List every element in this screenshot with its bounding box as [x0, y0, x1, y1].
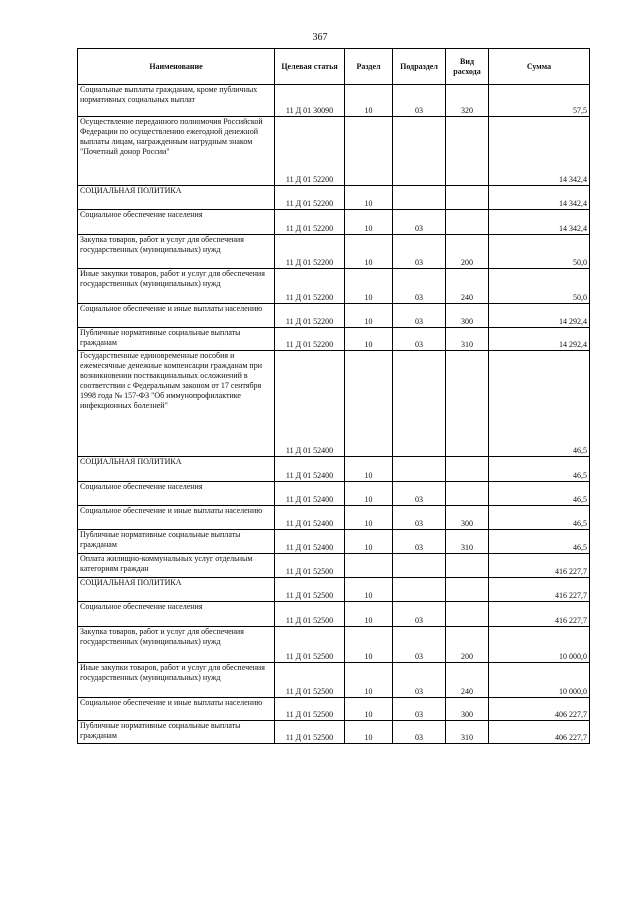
cell-name: Социальное обеспечение населения [78, 482, 275, 506]
table-row [78, 85, 590, 117]
cell-section: 10 [345, 85, 393, 117]
cell-subsection: 03 [393, 530, 446, 554]
cell-expense-type: 200 [446, 235, 489, 269]
cell-name: Социальное обеспечение и иные выплаты населению [78, 698, 275, 721]
table-row [78, 117, 590, 186]
header-sum: Сумма [489, 49, 590, 85]
cell-sum: 416 227,7 [489, 578, 590, 602]
table-row [78, 627, 590, 663]
page-number: 367 [312, 32, 328, 43]
header-target-article: Целевая статья [275, 49, 345, 85]
header-subsection: Подраздел [393, 49, 446, 85]
cell-target-article: 11 Д 01 52400 [275, 506, 345, 530]
cell-sum: 416 227,7 [489, 554, 590, 578]
cell-sum: 14 342,4 [489, 117, 590, 186]
cell-target-article: 11 Д 01 52500 [275, 627, 345, 663]
cell-expense-type: 240 [446, 663, 489, 698]
cell-subsection [393, 186, 446, 210]
table-row [78, 351, 590, 457]
cell-sum: 406 227,7 [489, 721, 590, 744]
cell-section: 10 [345, 627, 393, 663]
cell-expense-type: 310 [446, 530, 489, 554]
cell-expense-type: 320 [446, 85, 489, 117]
cell-subsection: 03 [393, 506, 446, 530]
cell-target-article: 11 Д 01 52500 [275, 698, 345, 721]
cell-name: Оплата жилищно-коммунальных услуг отдельным категориям граждан [78, 554, 275, 578]
table-row [78, 210, 590, 235]
cell-name: Социальное обеспечение и иные выплаты населению [78, 506, 275, 530]
cell-expense-type [446, 554, 489, 578]
cell-expense-type: 240 [446, 269, 489, 304]
cell-target-article: 11 Д 01 52500 [275, 554, 345, 578]
cell-subsection [393, 578, 446, 602]
cell-name: Социальные выплаты гражданам, кроме публичных нормативных социальных выплат [78, 85, 275, 117]
cell-sum: 50,0 [489, 235, 590, 269]
table-row [78, 530, 590, 554]
cell-section: 10 [345, 602, 393, 627]
cell-sum: 46,5 [489, 506, 590, 530]
cell-expense-type: 200 [446, 627, 489, 663]
cell-subsection: 03 [393, 235, 446, 269]
cell-section: 10 [345, 663, 393, 698]
cell-subsection: 03 [393, 698, 446, 721]
cell-sum: 406 227,7 [489, 698, 590, 721]
cell-target-article: 11 Д 01 52500 [275, 578, 345, 602]
table-row [78, 554, 590, 578]
cell-name: Публичные нормативные социальные выплаты гражданам [78, 328, 275, 351]
cell-expense-type [446, 186, 489, 210]
cell-name: СОЦИАЛЬНАЯ ПОЛИТИКА [78, 457, 275, 482]
cell-subsection: 03 [393, 602, 446, 627]
cell-sum: 46,5 [489, 351, 590, 457]
table-row [78, 602, 590, 627]
header-name: Наименование [78, 49, 275, 85]
cell-section: 10 [345, 210, 393, 235]
cell-section: 10 [345, 304, 393, 328]
cell-subsection: 03 [393, 721, 446, 744]
cell-subsection: 03 [393, 482, 446, 506]
cell-sum: 14 292,4 [489, 304, 590, 328]
cell-expense-type [446, 457, 489, 482]
cell-target-article: 11 Д 01 52200 [275, 117, 345, 186]
cell-sum: 50,0 [489, 269, 590, 304]
cell-target-article: 11 Д 01 30090 [275, 85, 345, 117]
cell-name: Осуществление переданного полномочия Российской Федерации по осуществлению ежегодной денежной выплаты лицам, награжденным нагрудным знаком "Почетный донор России" [78, 117, 275, 186]
cell-expense-type: 300 [446, 304, 489, 328]
cell-target-article: 11 Д 01 52200 [275, 235, 345, 269]
cell-name: Закупка товаров, работ и услуг для обеспечения государственных (муниципальных) нужд [78, 627, 275, 663]
table-body [78, 85, 590, 744]
header-expense-type: Вид расхода [446, 49, 489, 85]
cell-name: Социальное обеспечение населения [78, 210, 275, 235]
cell-section: 10 [345, 457, 393, 482]
cell-target-article: 11 Д 01 52400 [275, 351, 345, 457]
table-row [78, 457, 590, 482]
cell-section: 10 [345, 186, 393, 210]
cell-section: 10 [345, 235, 393, 269]
cell-target-article: 11 Д 01 52200 [275, 186, 345, 210]
cell-subsection: 03 [393, 210, 446, 235]
cell-sum: 14 342,4 [489, 210, 590, 235]
cell-sum: 10 000,0 [489, 663, 590, 698]
cell-target-article: 11 Д 01 52500 [275, 663, 345, 698]
cell-expense-type [446, 482, 489, 506]
table-row [78, 482, 590, 506]
cell-expense-type [446, 602, 489, 627]
cell-name: СОЦИАЛЬНАЯ ПОЛИТИКА [78, 186, 275, 210]
cell-section: 10 [345, 698, 393, 721]
table-row [78, 663, 590, 698]
table-row [78, 304, 590, 328]
budget-table [77, 48, 590, 744]
header-row [78, 49, 590, 85]
cell-name: Государственные единовременные пособия и ежемесячные денежные компенсации гражданам при возникновении поствакцинальных осложнений в соответствии с Федеральным законом от 17 сентября 1998 года № 157-ФЗ "Об иммунопрофилактике инфекционных болезней" [78, 351, 275, 457]
cell-target-article: 11 Д 01 52400 [275, 457, 345, 482]
table-row [78, 269, 590, 304]
cell-sum: 46,5 [489, 530, 590, 554]
table-row [78, 721, 590, 744]
cell-name: СОЦИАЛЬНАЯ ПОЛИТИКА [78, 578, 275, 602]
cell-sum: 10 000,0 [489, 627, 590, 663]
cell-expense-type [446, 210, 489, 235]
cell-target-article: 11 Д 01 52400 [275, 482, 345, 506]
cell-expense-type [446, 351, 489, 457]
cell-subsection: 03 [393, 627, 446, 663]
cell-subsection: 03 [393, 304, 446, 328]
cell-sum: 416 227,7 [489, 602, 590, 627]
cell-sum: 46,5 [489, 457, 590, 482]
cell-subsection: 03 [393, 663, 446, 698]
cell-target-article: 11 Д 01 52400 [275, 530, 345, 554]
header-section: Раздел [345, 49, 393, 85]
cell-subsection: 03 [393, 269, 446, 304]
cell-sum: 57,5 [489, 85, 590, 117]
cell-section: 10 [345, 530, 393, 554]
cell-target-article: 11 Д 01 52200 [275, 269, 345, 304]
cell-section: 10 [345, 578, 393, 602]
cell-subsection: 03 [393, 85, 446, 117]
cell-name: Социальное обеспечение и иные выплаты населению [78, 304, 275, 328]
cell-section: 10 [345, 269, 393, 304]
cell-sum: 46,5 [489, 482, 590, 506]
table-row [78, 698, 590, 721]
cell-sum: 14 292,4 [489, 328, 590, 351]
cell-expense-type: 300 [446, 698, 489, 721]
cell-target-article: 11 Д 01 52200 [275, 328, 345, 351]
cell-subsection [393, 457, 446, 482]
cell-section: 10 [345, 506, 393, 530]
cell-section [345, 117, 393, 186]
table-row [78, 186, 590, 210]
cell-section [345, 351, 393, 457]
cell-section: 10 [345, 721, 393, 744]
table-row [78, 328, 590, 351]
cell-subsection [393, 554, 446, 578]
cell-name: Публичные нормативные социальные выплаты гражданам [78, 721, 275, 744]
cell-expense-type [446, 117, 489, 186]
cell-sum: 14 342,4 [489, 186, 590, 210]
table-row [78, 578, 590, 602]
cell-section: 10 [345, 328, 393, 351]
cell-section: 10 [345, 482, 393, 506]
cell-name: Иные закупки товаров, работ и услуг для обеспечения государственных (муниципальных) нужд [78, 663, 275, 698]
cell-expense-type [446, 578, 489, 602]
cell-subsection [393, 117, 446, 186]
cell-name: Публичные нормативные социальные выплаты гражданам [78, 530, 275, 554]
cell-target-article: 11 Д 01 52200 [275, 210, 345, 235]
cell-section [345, 554, 393, 578]
table-row [78, 506, 590, 530]
cell-name: Закупка товаров, работ и услуг для обеспечения государственных (муниципальных) нужд [78, 235, 275, 269]
cell-subsection: 03 [393, 328, 446, 351]
cell-name: Иные закупки товаров, работ и услуг для обеспечения государственных (муниципальных) нужд [78, 269, 275, 304]
cell-expense-type: 300 [446, 506, 489, 530]
cell-target-article: 11 Д 01 52500 [275, 602, 345, 627]
cell-name: Социальное обеспечение населения [78, 602, 275, 627]
cell-expense-type: 310 [446, 721, 489, 744]
cell-subsection [393, 351, 446, 457]
table-row [78, 235, 590, 269]
cell-target-article: 11 Д 01 52500 [275, 721, 345, 744]
cell-target-article: 11 Д 01 52200 [275, 304, 345, 328]
cell-expense-type: 310 [446, 328, 489, 351]
